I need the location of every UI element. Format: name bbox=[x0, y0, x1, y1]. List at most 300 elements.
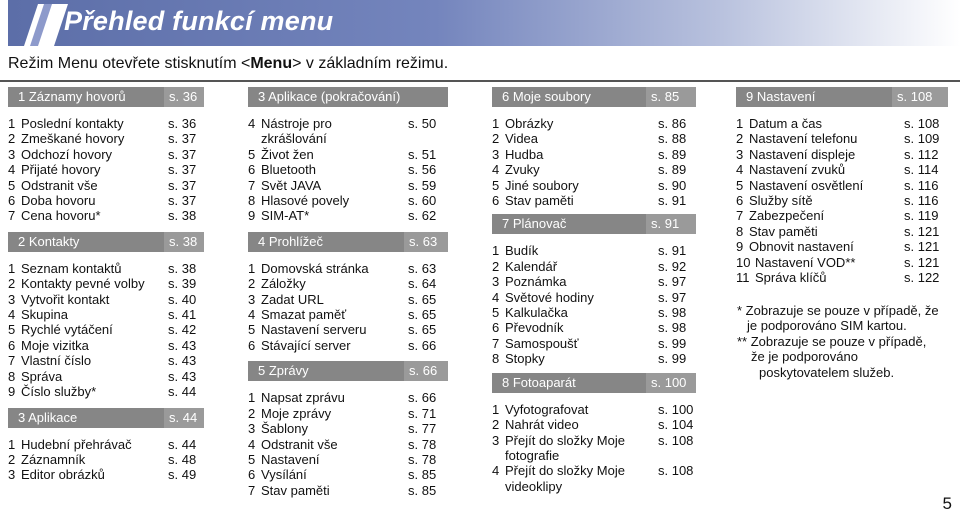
item-page: s. 89 bbox=[658, 162, 687, 178]
item-label: Cena hovoru* bbox=[21, 208, 101, 224]
item-page: s. 85 bbox=[408, 482, 437, 498]
item-number: 1 bbox=[8, 436, 16, 452]
item-page: s. 49 bbox=[168, 467, 197, 483]
menu-item bbox=[248, 208, 448, 223]
item-label: Zadat URL bbox=[261, 291, 324, 307]
item-number: 5 bbox=[248, 146, 256, 162]
menu-item bbox=[492, 433, 704, 448]
item-page: s. 85 bbox=[408, 467, 437, 483]
item-number: 3 bbox=[492, 274, 500, 290]
item-label: Moje vizitka bbox=[21, 337, 89, 353]
item-number: 4 bbox=[248, 116, 256, 131]
item-page: s. 78 bbox=[408, 436, 437, 452]
intro-text: Režim Menu otevřete stisknutím <Menu> v základním režimu. bbox=[8, 55, 449, 72]
menu-item bbox=[248, 437, 448, 452]
item-label: Život žen bbox=[261, 146, 314, 162]
item-page: s. 43 bbox=[168, 353, 197, 369]
menu-item bbox=[736, 224, 950, 239]
item-number: 8 bbox=[248, 193, 256, 209]
item-label: Přejít do složky Moje bbox=[505, 463, 625, 479]
item-page: s. 36 bbox=[168, 116, 197, 131]
item-number: 5 bbox=[248, 322, 256, 338]
item-number: 2 bbox=[248, 276, 256, 292]
item-page: s. 56 bbox=[408, 162, 437, 178]
item-number: 4 bbox=[248, 307, 256, 323]
menu-column-4 bbox=[736, 87, 950, 285]
menu-item bbox=[248, 292, 448, 307]
section-header bbox=[8, 232, 200, 252]
item-number: 1 bbox=[492, 116, 500, 131]
item-number: 2 bbox=[8, 276, 16, 292]
item-number: 4 bbox=[8, 307, 16, 323]
menu-item bbox=[8, 178, 200, 193]
menu-item bbox=[736, 193, 950, 208]
item-number: 4 bbox=[492, 289, 500, 305]
section-page: s. 63 bbox=[404, 232, 448, 252]
menu-item bbox=[8, 162, 200, 177]
item-page: s. 104 bbox=[658, 417, 694, 433]
item-number: 2 bbox=[8, 451, 16, 467]
item-page: s. 119 bbox=[904, 208, 939, 224]
section-title: 8 Fotoaparát bbox=[492, 373, 646, 393]
item-number: 5 bbox=[8, 177, 16, 193]
menu-item bbox=[8, 452, 200, 467]
item-label: Hlasové povely bbox=[261, 193, 350, 209]
item-page: s. 109 bbox=[904, 131, 940, 147]
item-label: Hudba bbox=[505, 146, 544, 162]
item-page: s. 98 bbox=[658, 320, 687, 336]
item-page: s. 37 bbox=[168, 193, 197, 209]
page-number: 5 bbox=[942, 494, 952, 513]
item-label: Stav paměti bbox=[749, 223, 818, 239]
section-title: 6 Moje soubory bbox=[492, 87, 646, 107]
menu-item bbox=[736, 162, 950, 177]
item-label: Nastavení zvuků bbox=[749, 162, 846, 178]
item-number: 7 bbox=[248, 482, 256, 498]
item-label: Doba hovoru bbox=[21, 193, 96, 209]
item-number: 5 bbox=[248, 451, 256, 467]
menu-item bbox=[492, 243, 704, 258]
section-page: s. 36 bbox=[164, 87, 204, 107]
menu-item bbox=[736, 255, 950, 270]
item-number: 9 bbox=[736, 239, 744, 255]
item-page: s. 122 bbox=[904, 270, 940, 286]
section-page: s. 85 bbox=[646, 87, 696, 107]
item-number: 8 bbox=[492, 351, 500, 367]
menu-item bbox=[248, 147, 448, 162]
menu-item bbox=[736, 147, 950, 162]
item-label: Nastavení telefonu bbox=[749, 131, 858, 147]
menu-item bbox=[492, 162, 704, 177]
footnote-line: poskytovatelem služeb. bbox=[759, 364, 895, 380]
item-label: Skupina bbox=[21, 307, 68, 323]
item-number: 7 bbox=[736, 208, 744, 224]
item-label: Samospoušť bbox=[505, 335, 579, 351]
menu-item bbox=[492, 351, 704, 366]
item-label: Seznam kontaktů bbox=[21, 260, 122, 276]
stripe-decoration-icon bbox=[24, 4, 68, 46]
item-label: Nastavení VOD** bbox=[755, 254, 856, 270]
item-page: s. 99 bbox=[658, 351, 687, 367]
item-label: Nastavení displeje bbox=[749, 146, 856, 162]
item-label: Správa klíčů bbox=[755, 270, 827, 286]
item-number: 7 bbox=[8, 208, 16, 224]
footnote-line: je podporováno SIM kartou. bbox=[747, 318, 907, 334]
item-number: 9 bbox=[248, 208, 256, 224]
item-label: Vytvořit kontakt bbox=[21, 291, 110, 307]
menu-item bbox=[492, 320, 704, 335]
item-number: 3 bbox=[248, 291, 256, 307]
menu-item bbox=[248, 116, 448, 131]
item-label: Nastavení bbox=[261, 451, 320, 467]
item-number: 6 bbox=[8, 193, 16, 209]
item-label: Stopky bbox=[505, 351, 545, 367]
item-page: s. 97 bbox=[658, 289, 687, 305]
item-label: Nahrát video bbox=[505, 417, 579, 433]
item-page: s. 65 bbox=[408, 307, 437, 323]
item-page: s. 37 bbox=[168, 131, 197, 147]
menu-item bbox=[248, 178, 448, 193]
item-label: SIM-AT* bbox=[261, 208, 310, 224]
item-number: 1 bbox=[8, 260, 16, 276]
section-title: 1 Záznamy hovorů bbox=[8, 87, 164, 107]
menu-item bbox=[492, 178, 704, 193]
item-page: s. 40 bbox=[168, 291, 197, 307]
item-label: Domovská stránka bbox=[261, 260, 369, 276]
item-label: Odchozí hovory bbox=[21, 146, 113, 162]
menu-item bbox=[8, 369, 200, 384]
item-label: Zabezpečení bbox=[749, 208, 825, 224]
item-page: s. 86 bbox=[658, 116, 687, 131]
item-number: 6 bbox=[248, 467, 256, 483]
menu-item bbox=[8, 147, 200, 162]
item-label: Smazat paměť bbox=[261, 307, 347, 323]
menu-item bbox=[8, 437, 200, 452]
section-page: s. 91 bbox=[646, 214, 696, 234]
section-page: s. 38 bbox=[164, 232, 204, 252]
item-label: Kalendář bbox=[505, 258, 558, 274]
item-label: videoklipy bbox=[505, 478, 563, 494]
item-page: s. 88 bbox=[658, 131, 687, 147]
item-page: s. 38 bbox=[168, 260, 197, 276]
item-label: Šablony bbox=[261, 421, 308, 437]
item-page: s. 39 bbox=[168, 276, 197, 292]
menu-item bbox=[248, 421, 448, 436]
item-label: Nástroje pro bbox=[261, 116, 332, 131]
menu-item bbox=[492, 274, 704, 289]
item-page: s. 41 bbox=[168, 307, 197, 323]
item-number: 2 bbox=[492, 131, 500, 147]
section-page: s. 66 bbox=[404, 361, 448, 381]
item-label: Hudební přehrávač bbox=[21, 436, 132, 452]
menu-item bbox=[8, 276, 200, 291]
item-number: 6 bbox=[248, 162, 256, 178]
item-page: s. 112 bbox=[904, 146, 939, 162]
menu-item bbox=[248, 322, 448, 337]
menu-item bbox=[248, 483, 448, 498]
menu-item bbox=[736, 131, 950, 146]
item-label: Zmeškané hovory bbox=[21, 131, 125, 147]
item-page: s. 78 bbox=[408, 451, 437, 467]
item-page: s. 114 bbox=[904, 162, 939, 178]
item-page: s. 77 bbox=[408, 421, 437, 437]
menu-item bbox=[8, 261, 200, 276]
item-label: Jiné soubory bbox=[505, 177, 579, 193]
item-label: Číslo služby* bbox=[21, 384, 97, 400]
item-number: 2 bbox=[736, 131, 744, 147]
item-label: Přejít do složky Moje bbox=[505, 432, 625, 448]
menu-column-3 bbox=[492, 87, 704, 494]
item-number: 5 bbox=[492, 305, 500, 321]
item-page: s. 37 bbox=[168, 146, 197, 162]
footnote-line: že je podporováno bbox=[751, 349, 858, 365]
item-number: 6 bbox=[492, 320, 500, 336]
section-header bbox=[248, 232, 448, 252]
item-label: Převodník bbox=[505, 320, 564, 336]
item-number: 4 bbox=[492, 162, 500, 178]
item-number: 1 bbox=[736, 116, 744, 131]
menu-item bbox=[8, 338, 200, 353]
item-label: Poslední kontakty bbox=[21, 116, 124, 131]
item-label: Stav paměti bbox=[261, 482, 330, 498]
item-label: Nastavení serveru bbox=[261, 322, 367, 338]
menu-item bbox=[492, 147, 704, 162]
menu-item bbox=[492, 116, 704, 131]
menu-item bbox=[248, 467, 448, 482]
item-number: 4 bbox=[492, 463, 500, 479]
item-number: 3 bbox=[8, 146, 16, 162]
item-page: s. 43 bbox=[168, 337, 197, 353]
item-label: Kalkulačka bbox=[505, 305, 568, 321]
item-page: s. 121 bbox=[904, 254, 940, 270]
item-label: Videa bbox=[505, 131, 539, 147]
item-page: s. 97 bbox=[658, 274, 687, 290]
item-label: Bluetooth bbox=[261, 162, 316, 178]
item-label: Napsat zprávu bbox=[261, 390, 345, 406]
section-header bbox=[492, 214, 704, 234]
menu-key-label: Menu bbox=[250, 55, 293, 72]
item-page: s. 91 bbox=[658, 193, 687, 209]
section-page: s. 44 bbox=[164, 408, 204, 428]
item-page: s. 108 bbox=[904, 116, 940, 131]
menu-item bbox=[8, 322, 200, 337]
item-label: Stávající server bbox=[261, 337, 351, 353]
item-page: s. 99 bbox=[658, 335, 687, 351]
item-page: s. 48 bbox=[168, 451, 197, 467]
item-label: Obrázky bbox=[505, 116, 554, 131]
item-page: s. 108 bbox=[658, 432, 694, 448]
item-page: s. 59 bbox=[408, 177, 437, 193]
item-page: s. 65 bbox=[408, 322, 437, 338]
item-page: s. 51 bbox=[408, 146, 437, 162]
menu-item bbox=[736, 178, 950, 193]
item-number: 8 bbox=[8, 368, 16, 384]
item-number: 10 bbox=[736, 254, 751, 270]
item-label: Obnovit nastavení bbox=[749, 239, 854, 255]
menu-item bbox=[736, 239, 950, 254]
item-page: s. 108 bbox=[658, 463, 694, 479]
item-page: s. 116 bbox=[904, 193, 939, 209]
item-page: s. 50 bbox=[408, 116, 437, 131]
item-page: s. 44 bbox=[168, 436, 197, 452]
menu-item bbox=[492, 463, 704, 478]
item-label: Rychlé vytáčení bbox=[21, 322, 113, 338]
section-header bbox=[248, 87, 448, 107]
item-page: s. 37 bbox=[168, 162, 197, 178]
item-number: 3 bbox=[8, 467, 16, 483]
item-label: Nastavení osvětlení bbox=[749, 177, 864, 193]
item-label: Poznámka bbox=[505, 274, 567, 290]
item-page: s. 63 bbox=[408, 260, 437, 276]
section-title: 7 Plánovač bbox=[492, 214, 646, 234]
item-number: 7 bbox=[248, 177, 256, 193]
menu-item bbox=[736, 208, 950, 223]
menu-item bbox=[492, 479, 704, 494]
item-number: 2 bbox=[8, 131, 16, 147]
menu-item bbox=[736, 270, 950, 285]
item-page: s. 91 bbox=[658, 243, 687, 259]
item-label: Světové hodiny bbox=[505, 289, 594, 305]
section-title: 2 Kontakty bbox=[8, 232, 164, 252]
menu-item bbox=[8, 193, 200, 208]
item-number: 6 bbox=[8, 337, 16, 353]
section-title: 9 Nastavení bbox=[736, 87, 892, 107]
menu-item bbox=[248, 452, 448, 467]
section-header bbox=[736, 87, 950, 107]
menu-item bbox=[492, 193, 704, 208]
menu-item bbox=[248, 131, 448, 146]
item-number: 1 bbox=[8, 116, 16, 131]
menu-item bbox=[8, 131, 200, 146]
item-number: 5 bbox=[8, 322, 16, 338]
menu-item bbox=[8, 208, 200, 223]
menu-item bbox=[492, 402, 704, 417]
menu-item bbox=[492, 336, 704, 351]
menu-column-1 bbox=[8, 87, 200, 483]
item-label: Záznamník bbox=[21, 451, 86, 467]
section-title: 3 Aplikace bbox=[8, 408, 164, 428]
item-number: 1 bbox=[492, 243, 500, 259]
item-number: 2 bbox=[248, 405, 256, 421]
item-number: 1 bbox=[492, 401, 500, 417]
item-label: Stav paměti bbox=[505, 193, 574, 209]
menu-item bbox=[248, 261, 448, 276]
item-number: 7 bbox=[492, 335, 500, 351]
menu-item bbox=[492, 259, 704, 274]
title-banner bbox=[8, 0, 960, 46]
menu-item bbox=[8, 116, 200, 131]
item-page: s. 62 bbox=[408, 208, 437, 224]
item-number: 2 bbox=[492, 258, 500, 274]
item-label: Moje zprávy bbox=[261, 405, 332, 421]
item-number: 3 bbox=[248, 421, 256, 437]
item-number: 3 bbox=[736, 146, 744, 162]
section-page: s. 100 bbox=[646, 373, 696, 393]
section-header bbox=[492, 87, 704, 107]
item-label: Zvuky bbox=[505, 162, 540, 178]
footnote-line: ** Zobrazuje se pouze v případě, bbox=[737, 333, 927, 349]
item-number: 11 bbox=[736, 270, 750, 286]
section-title: 3 Aplikace (pokračování) bbox=[248, 87, 448, 107]
menu-item bbox=[248, 338, 448, 353]
item-number: 6 bbox=[736, 193, 744, 209]
menu-column-2 bbox=[248, 87, 448, 498]
item-label: zkrášlování bbox=[261, 131, 327, 147]
item-page: s. 71 bbox=[408, 405, 437, 421]
item-page: s. 90 bbox=[658, 177, 687, 193]
item-page: s. 43 bbox=[168, 368, 197, 384]
item-number: 2 bbox=[492, 417, 500, 433]
item-page: s. 121 bbox=[904, 239, 940, 255]
section-header bbox=[8, 408, 200, 428]
item-page: s. 89 bbox=[658, 146, 687, 162]
menu-item bbox=[492, 417, 704, 432]
menu-item bbox=[492, 305, 704, 320]
menu-item bbox=[736, 116, 950, 131]
item-number: 8 bbox=[736, 223, 744, 239]
item-number: 7 bbox=[8, 353, 16, 369]
menu-item bbox=[248, 193, 448, 208]
menu-item bbox=[492, 131, 704, 146]
item-label: fotografie bbox=[505, 447, 560, 463]
menu-item bbox=[492, 290, 704, 305]
item-number: 3 bbox=[492, 432, 500, 448]
section-header bbox=[248, 361, 448, 381]
menu-item bbox=[248, 276, 448, 291]
item-label: Odstranit vše bbox=[261, 436, 338, 452]
item-number: 3 bbox=[8, 291, 16, 307]
menu-item bbox=[8, 384, 200, 399]
item-page: s. 37 bbox=[168, 177, 197, 193]
item-label: Vlastní číslo bbox=[21, 353, 92, 369]
menu-item bbox=[8, 307, 200, 322]
item-number: 4 bbox=[736, 162, 744, 178]
menu-item bbox=[492, 448, 704, 463]
item-page: s. 92 bbox=[658, 258, 687, 274]
item-label: Kontakty pevné volby bbox=[21, 276, 145, 292]
item-page: s. 100 bbox=[658, 401, 694, 417]
item-label: Budík bbox=[505, 243, 539, 259]
section-title: 5 Zprávy bbox=[248, 361, 404, 381]
footnote-line: * Zobrazuje se pouze v případě, že bbox=[737, 303, 939, 318]
item-page: s. 66 bbox=[408, 390, 437, 406]
item-label: Vysílání bbox=[261, 467, 307, 483]
menu-item bbox=[248, 390, 448, 405]
item-label: Datum a čas bbox=[749, 116, 822, 131]
item-page: s. 65 bbox=[408, 291, 437, 307]
page-title: Přehled funkcí menu bbox=[64, 6, 334, 36]
item-number: 3 bbox=[492, 146, 500, 162]
item-page: s. 44 bbox=[168, 384, 197, 400]
item-label: Odstranit vše bbox=[21, 177, 98, 193]
item-label: Záložky bbox=[261, 276, 306, 292]
item-page: s. 64 bbox=[408, 276, 437, 292]
item-number: 5 bbox=[492, 177, 500, 193]
item-page: s. 66 bbox=[408, 337, 437, 353]
section-page: s. 108 bbox=[892, 87, 948, 107]
footnotes bbox=[737, 303, 952, 380]
item-label: Vyfotografovat bbox=[505, 401, 589, 417]
item-page: s. 60 bbox=[408, 193, 437, 209]
menu-item bbox=[8, 467, 200, 482]
item-number: 6 bbox=[248, 337, 256, 353]
item-number: 4 bbox=[248, 436, 256, 452]
item-page: s. 116 bbox=[904, 177, 939, 193]
section-title: 4 Prohlížeč bbox=[248, 232, 404, 252]
item-number: 1 bbox=[248, 390, 256, 406]
item-label: Přijaté hovory bbox=[21, 162, 101, 178]
item-label: Editor obrázků bbox=[21, 467, 105, 483]
